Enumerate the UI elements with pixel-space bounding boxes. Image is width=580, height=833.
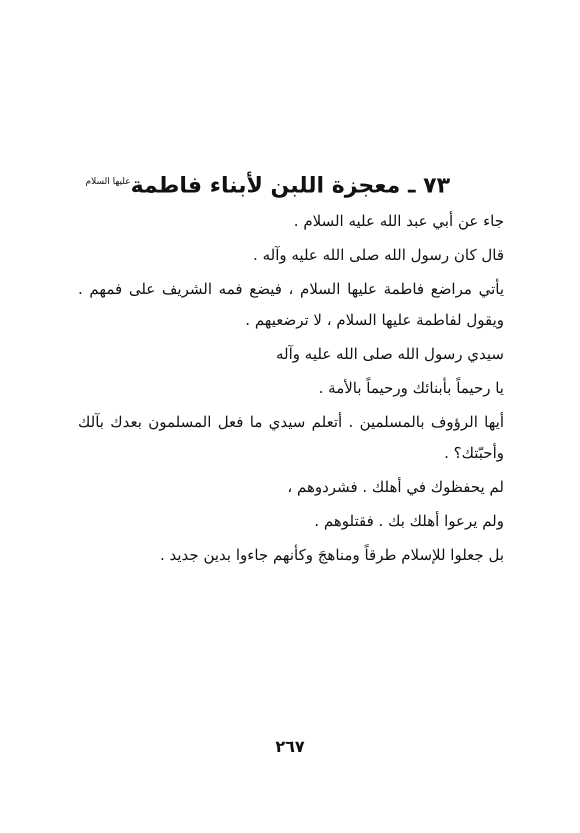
- paragraph: جاء عن أبي عبد الله عليه السلام .: [293, 212, 504, 230]
- chapter-title: ٧٣ ـ معجزة اللبن لأبناء فاطمة: [130, 173, 450, 199]
- body-text: [78, 206, 504, 574]
- paragraph: لم يحفظوك في أهلك . فشردوهم ،: [287, 478, 504, 496]
- paragraph: سيدي رسول الله صلى الله عليه وآله: [276, 345, 504, 363]
- paragraph: يأتي مراضع فاطمة عليها السلام ، فيضع فمه الشريف على فمهم . ويقول لفاطمة عليها السلام ، لا ترضعيهم .: [78, 280, 504, 329]
- paragraph: قال كان رسول الله صلى الله عليه وآله .: [253, 246, 504, 264]
- page-number: ٢٦٧: [275, 737, 305, 756]
- paragraph: ولم يرعوا أهلك بك . فقتلوهم .: [314, 512, 504, 530]
- honorific-mark: عليها السلام: [85, 177, 131, 187]
- paragraph: أيها الرؤوف بالمسلمين . أتعلم سيدي ما فعل المسلمون بعدك بآلك وأحبّتك؟ .: [78, 413, 504, 462]
- paragraph: يا رحيماً بأبنائك ورحيماً بالأمة .: [318, 379, 504, 397]
- chapter-heading: [85, 166, 450, 202]
- paragraph: بل جعلوا للإسلام طرقاً ومناهجَ وكأنهم جاءوا بدين جديد .: [159, 546, 504, 564]
